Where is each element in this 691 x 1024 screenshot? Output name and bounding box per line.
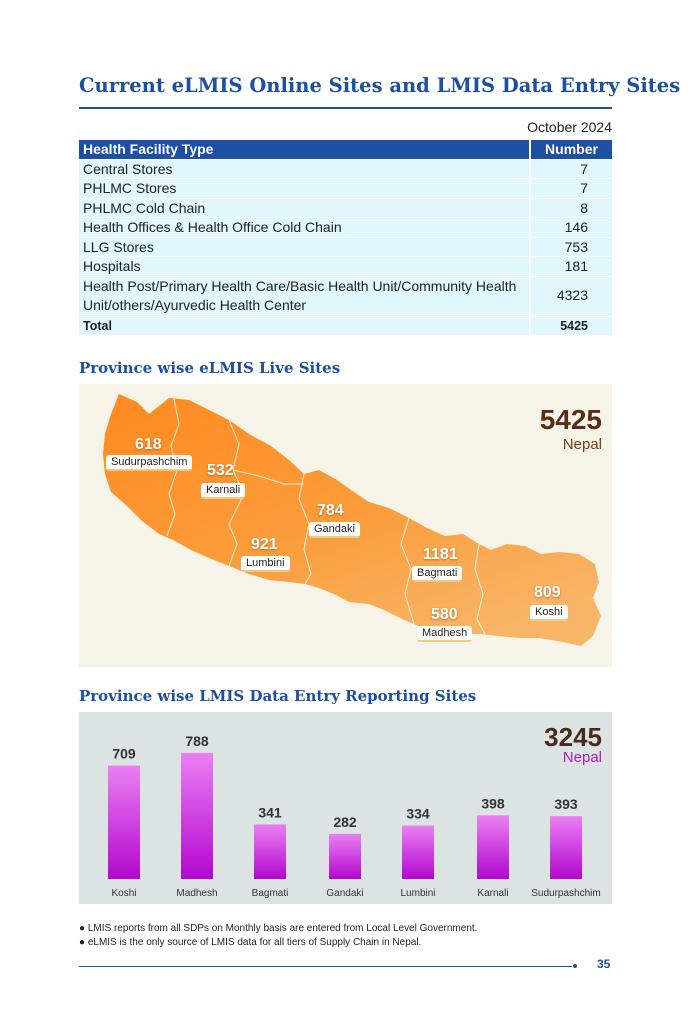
map-total-label: Nepal — [562, 436, 602, 453]
facility-type: Health Offices & Health Office Cold Chain — [79, 218, 530, 238]
province-label-karnali: Karnali — [201, 483, 245, 499]
bar-value-sudurpashchim: 393 — [554, 796, 578, 813]
footer-dot — [573, 964, 577, 968]
facility-number: 7 — [530, 159, 612, 179]
map-panel — [79, 384, 612, 667]
facility-type: PHLMC Stores — [79, 179, 530, 199]
bar-category-koshi: Koshi — [111, 888, 137, 899]
province-label-koshi: Koshi — [530, 605, 568, 621]
footnotes — [79, 922, 477, 950]
column-header-number: Number — [530, 140, 612, 159]
bar-category-sudurpashchim: Sudurpashchim — [531, 888, 601, 899]
bar-total-label: Nepal — [562, 749, 602, 766]
facility-type: LLG Stores — [79, 237, 530, 257]
column-header-type: Health Facility Type — [79, 140, 530, 159]
bar-value-madhesh: 788 — [185, 732, 209, 749]
bar-category-bagmati: Bagmati — [251, 888, 289, 899]
province-value-lumbini: 921 — [251, 536, 278, 553]
facility-number: 8 — [530, 198, 612, 218]
facility-type: PHLMC Cold Chain — [79, 198, 530, 218]
total-label: Total — [79, 316, 530, 336]
facility-number: 753 — [530, 237, 612, 257]
facility-number: 181 — [530, 257, 612, 277]
table-header-row — [79, 140, 612, 159]
bar-chart-panel — [79, 712, 612, 904]
footnote-item: ● LMIS reports from all SDPs on Monthly basis are entered from Local Level Government. — [79, 922, 477, 936]
facility-number: 4323 — [530, 276, 612, 316]
bar-lumbini — [402, 826, 434, 879]
page-number: 35 — [597, 957, 611, 971]
table-row — [79, 198, 612, 218]
bar-sudurpashchim — [550, 816, 582, 879]
province-value-bagmati: 1181 — [423, 546, 458, 563]
province-label-sudurpashchim: Sudurpashchim — [106, 455, 192, 471]
bar-category-lumbini: Lumbini — [400, 888, 436, 899]
nepal-outline — [103, 394, 601, 646]
bar-category-karnali: Karnali — [477, 888, 509, 899]
report-date: October 2024 — [527, 119, 612, 135]
total-value: 5425 — [530, 316, 612, 336]
province-value-gandaki: 784 — [317, 502, 344, 519]
province-value-sudurpashchim: 618 — [135, 436, 162, 453]
bar-total: 3245 — [544, 722, 602, 752]
table-row — [79, 159, 612, 179]
province-value-koshi: 809 — [534, 584, 561, 601]
bar-gandaki — [329, 834, 361, 879]
footer-rule — [79, 966, 572, 967]
title-underline — [79, 107, 612, 109]
bar-madhesh — [181, 753, 213, 879]
bar-chart — [79, 712, 612, 904]
table-row — [79, 257, 612, 277]
table-row — [79, 237, 612, 257]
facility-table — [79, 140, 612, 336]
facility-type: Hospitals — [79, 257, 530, 277]
bar-category-gandaki: Gandaki — [326, 888, 364, 899]
province-label-bagmati: Bagmati — [412, 566, 462, 582]
bar-karnali — [477, 815, 509, 879]
map-section-title: Province wise eLMIS Live Sites — [79, 359, 341, 377]
facility-number: 7 — [530, 179, 612, 199]
facility-type: Health Post/Primary Health Care/Basic Health Unit/Community Health Unit/others/Ayurvedic Health Center — [79, 276, 530, 316]
bar-section-title: Province wise LMIS Data Entry Reporting Sites — [79, 687, 477, 705]
bar-value-lumbini: 334 — [406, 805, 430, 822]
province-value-karnali: 532 — [207, 462, 234, 479]
bar-value-gandaki: 282 — [333, 813, 357, 830]
bar-koshi — [108, 766, 140, 879]
province-label-madhesh: Madhesh — [417, 626, 472, 642]
bar-value-koshi: 709 — [112, 745, 136, 762]
facility-type: Central Stores — [79, 159, 530, 179]
map-total: 5425 — [539, 404, 602, 435]
bar-value-karnali: 398 — [481, 795, 505, 812]
table-total-row — [79, 316, 612, 336]
province-value-madhesh: 580 — [431, 606, 458, 623]
table-row — [79, 179, 612, 199]
facility-number: 146 — [530, 218, 612, 238]
footnote-item: ● eLMIS is the only source of LMIS data for all tiers of Supply Chain in Nepal. — [79, 936, 477, 950]
bar-category-madhesh: Madhesh — [176, 888, 218, 899]
table-row — [79, 276, 612, 316]
table-row — [79, 218, 612, 238]
province-label-gandaki: Gandaki — [309, 522, 360, 538]
bar-bagmati — [254, 824, 286, 879]
province-label-lumbini: Lumbini — [241, 556, 290, 572]
page-title: Current eLMIS Online Sites and LMIS Data Entry Sites — [79, 74, 681, 97]
bar-value-bagmati: 341 — [258, 804, 282, 821]
